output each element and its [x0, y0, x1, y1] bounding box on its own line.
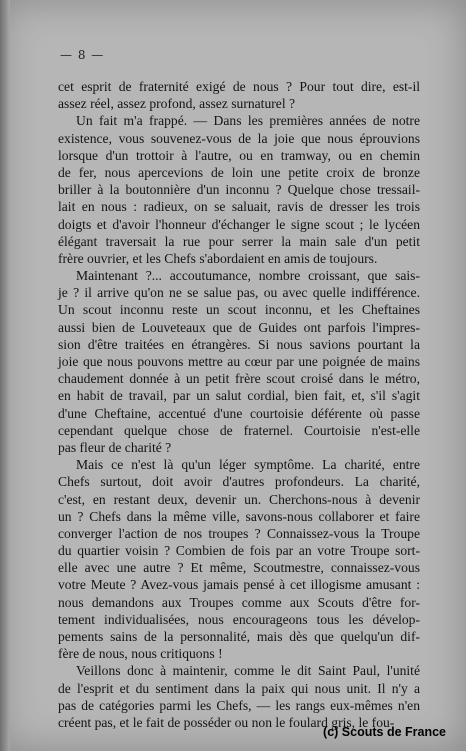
- binding-shadow: [0, 0, 10, 751]
- text-line: doigts et d'avoir l'honneur d'échanger le signe scout ; le lycéen: [58, 216, 420, 232]
- body-text: [58, 78, 420, 731]
- text-line: Veillons donc à maintenir, comme le dit Saint Paul, l'unité: [76, 663, 420, 679]
- text-line: en habit de travail, par un salut cordial, bien fait, et, s'il s'agit: [58, 388, 420, 404]
- text-line: frère ouvrier, et les Chefs s'abordaient en amis de toujours.: [58, 250, 378, 266]
- text-line: Un fait m'a frappé. — Dans les premières années de notre: [76, 113, 420, 129]
- text-line: élégant traversait la rue pour serrer la main sale d'un petit: [58, 233, 420, 249]
- text-line: briller à la boutonnière d'un inconnu ? Quelque chose tressail-: [58, 182, 420, 198]
- paragraph: [58, 112, 420, 267]
- text-line: pas fleur de charité ?: [58, 439, 172, 455]
- text-line: existence, vous souvenez-vous de la joie que nous éprouvions: [58, 130, 420, 146]
- text-line: tement individualisées, nous encourageons tous les dévelop-: [58, 611, 420, 627]
- text-line: c'est, en restant deux, devenir un. Cherchons-nous à devenir: [58, 491, 420, 507]
- text-line: aussi bien de Louveteaux que de Guides ont parfois l'impres-: [58, 319, 420, 335]
- text-line: fère de nous, nous critiquons !: [58, 646, 223, 662]
- page-number: — 8 —: [60, 48, 105, 62]
- text-line: de l'esprit et du sentiment dans la paix qui nous unit. Il n'y a: [58, 680, 420, 696]
- text-line: votre Meute ? Avez-vous jamais pensé à cet illogisme amusant :: [58, 577, 420, 593]
- text-line: cependant quelque chose de fraternel. Courtoisie n'est-elle: [58, 422, 420, 438]
- text-line: nous demandons aux Troupes comme aux Scouts d'être for-: [58, 594, 420, 610]
- text-line: pements sains de la personnalité, mais dès que quelqu'un dif-: [58, 629, 420, 644]
- text-line: chaudement donnée à un petit frère scout croisé dans le métro,: [58, 371, 420, 387]
- text-line: assez réel, assez profond, assez surnaturel ?: [58, 96, 296, 112]
- text-line: pas de catégories parmi les Chefs, — les rangs eux-mêmes n'en: [58, 697, 420, 713]
- paragraph: [58, 662, 420, 731]
- text-line: je ? il arrive qu'on ne se salue pas, ou avec quelle indifférence.: [58, 285, 420, 301]
- text-line: d'une Cheftaine, accentué d'une courtoisie déférente où passe: [58, 405, 420, 421]
- text-line: Un scout inconnu reste un scout inconnu, et les Cheftaines: [58, 302, 420, 318]
- text-line: cet esprit de fraternité exigé de nous ? Pour tout dire, est-il: [58, 79, 420, 94]
- text-line: elle avec une autre ? Et même, Scoutmestre, connaissez-vous: [58, 560, 420, 576]
- text-line: converger l'action de nos troupes ? Connaissez-vous la Troupe: [58, 525, 420, 541]
- text-line: sion d'être traitées en étrangères. Si nous savions pourtant la: [58, 336, 420, 352]
- text-line: joie que nous pouvons mettre au cœur par une poignée de mains: [58, 354, 420, 369]
- copyright-watermark: (c) Scouts de France: [323, 725, 446, 739]
- paragraph: [58, 78, 420, 112]
- text-line: lorsque d'un trottoir à l'autre, ou en tramway, ou en chemin: [58, 147, 420, 163]
- text-line: du quartier voisin ? Combien de fois par an votre Troupe sort-: [58, 543, 420, 559]
- text-line: créent pas, et le fait de posséder ou non le foulard gris, le fou-: [58, 714, 395, 730]
- text-line: lait en nous : radieux, on se saluait, ravis de dresser les trois: [58, 199, 420, 215]
- text-line: Mais ce n'est là qu'un léger symptôme. La charité, entre: [76, 457, 420, 473]
- text-line: un ? Chefs dans la même ville, savons-nous collaborer et faire: [58, 508, 420, 524]
- paragraph: [58, 267, 420, 456]
- paragraph: [58, 456, 420, 662]
- text-line: de fer, nous apercevions de loin une petite croix de bronze: [58, 164, 420, 180]
- text-line: Chefs surtout, doit avoir d'autres profondeurs. La charité,: [58, 474, 420, 490]
- text-line: Maintenant ?... accoutumance, nombre croissant, que sais-: [76, 268, 420, 284]
